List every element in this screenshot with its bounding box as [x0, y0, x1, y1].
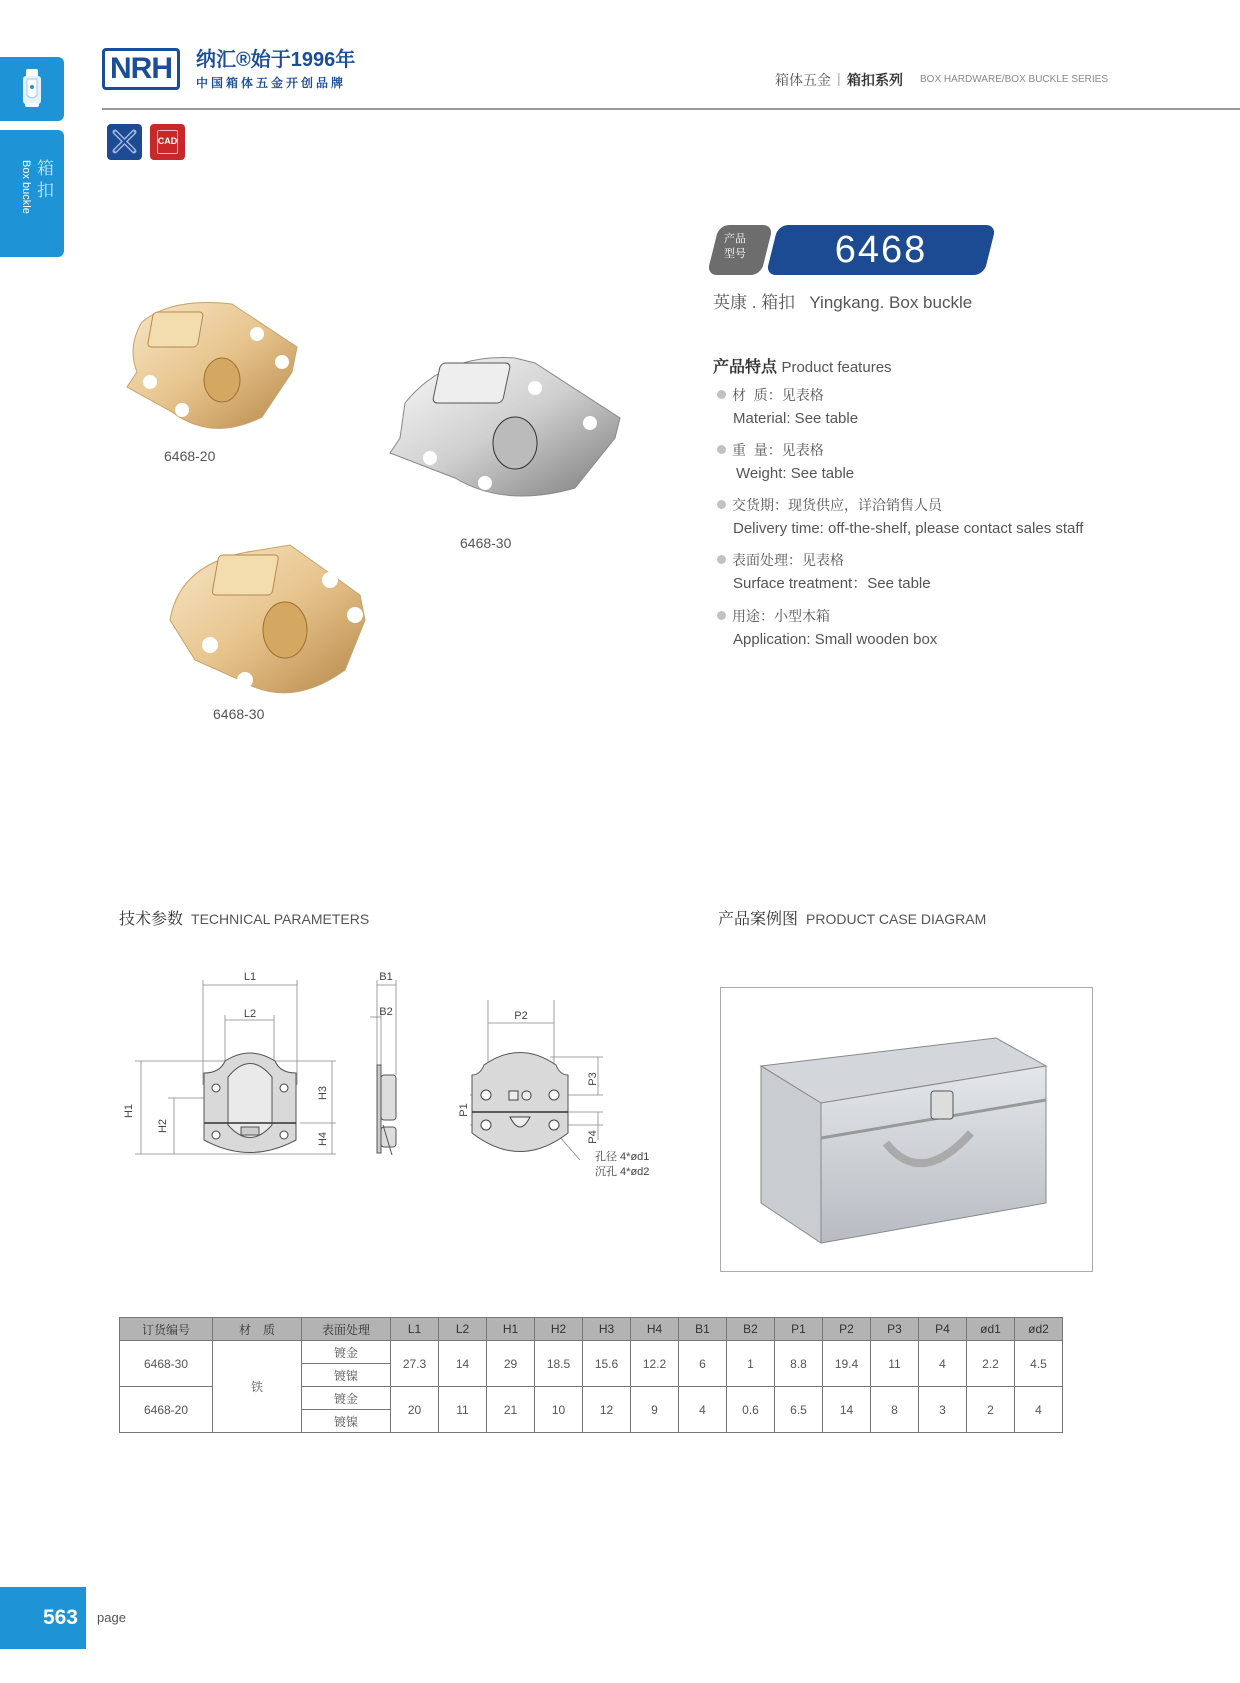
- svg-text:孔径 4*ød1: 孔径 4*ød1: [595, 1151, 650, 1163]
- case-diagram-title: 产品案例图 PRODUCT CASE DIAGRAM: [718, 911, 987, 928]
- svg-text:P2: P2: [514, 1010, 528, 1022]
- svg-text:P3: P3: [587, 1072, 599, 1086]
- feature-weight: 重 量：见表格 Weight: See table: [717, 438, 854, 486]
- design-tools-icon[interactable]: [107, 124, 142, 160]
- product-subtitle: 英康 . 箱扣 Yingkang. Box buckle: [713, 293, 973, 312]
- buckle-icon: [20, 67, 44, 111]
- table-row: 6468-30 铁 镀金 27.3 14 29 18.5 15.6 12.2 6 1 8.8 19.4 11 4 2.2 4.5: [120, 1341, 1063, 1364]
- product-image-6468-30-gold: [150, 520, 390, 700]
- feature-delivery: 交货期：现货供应，详洽销售人员 Delivery time: off-the-shelf, please contact sales staff: [717, 493, 1083, 541]
- svg-text:P1: P1: [458, 1103, 470, 1117]
- sidebar-home-tab[interactable]: [0, 57, 64, 121]
- svg-text:B1: B1: [379, 971, 393, 983]
- svg-text:H1: H1: [123, 1103, 135, 1119]
- sidebar-category-cn: 箱扣: [37, 159, 54, 200]
- spec-table-header: 订货编号 材 质 表面处理 L1 L2 H1 H2 H3 H4 B1 B2 P1 P2 P3 P4 ød1 ød2: [120, 1318, 1063, 1341]
- svg-text:H4: H4: [317, 1131, 329, 1147]
- breadcrumb-box-buckle[interactable]: 箱扣系列: [847, 72, 903, 88]
- sidebar-category-tab[interactable]: [0, 130, 64, 257]
- spec-table: [119, 1317, 1063, 1433]
- feature-surface: 表面处理：见表格 Surface treatment：See table: [717, 548, 931, 596]
- cad-file-icon[interactable]: CAD: [150, 124, 185, 160]
- product-label-1: 6468-20: [164, 448, 216, 464]
- product-label-3: 6468-30: [213, 706, 265, 722]
- model-number: 6468: [834, 229, 928, 271]
- breadcrumb-en: BOX HARDWARE/BOX BUCKLE SERIES: [920, 74, 1109, 85]
- page-label: page: [97, 1610, 126, 1625]
- product-image-6468-20-gold: [112, 292, 312, 442]
- model-tag-text: 产品 型号: [724, 233, 746, 260]
- svg-text:H3: H3: [317, 1085, 329, 1101]
- page-number: 563: [0, 1587, 86, 1649]
- svg-text:P4: P4: [587, 1130, 599, 1144]
- aluminum-case-image: [721, 988, 1091, 1270]
- technical-drawing: [110, 965, 690, 1185]
- svg-text:H2: H2: [157, 1118, 169, 1134]
- table-row: 镀镍: [120, 1410, 1063, 1433]
- feature-material: 材 质：见表格 Material: See table: [717, 383, 858, 431]
- brand-line-2: 中国箱体五金开创品牌: [196, 76, 347, 90]
- svg-text:L2: L2: [243, 1008, 257, 1020]
- nrh-logo: NRH: [102, 48, 180, 90]
- breadcrumb-box-hardware[interactable]: 箱体五金: [775, 72, 831, 88]
- technical-title: 技术参数 TECHNICAL PARAMETERS: [119, 911, 370, 928]
- brand-line-1: 纳汇®始于1996年: [196, 49, 356, 71]
- svg-text:L1: L1: [243, 971, 257, 983]
- features-title: 产品特点 Product features: [713, 359, 892, 376]
- case-diagram-frame: [720, 987, 1093, 1272]
- breadcrumb-separator: |: [837, 70, 841, 86]
- svg-text:B2: B2: [379, 1006, 393, 1018]
- feature-application: 用途：小型木箱 Application: Small wooden box: [717, 604, 937, 652]
- product-label-2: 6468-30: [460, 535, 512, 551]
- sidebar-category-en: Box buckle: [20, 160, 32, 214]
- product-image-6468-30-nickel: [375, 343, 625, 503]
- header-divider: [102, 108, 1240, 110]
- svg-text:沉孔 4*ød2: 沉孔 4*ød2: [595, 1166, 650, 1178]
- table-row: 镀镍: [120, 1364, 1063, 1387]
- table-row: 6468-20 镀金 20 11 21 10 12 9 4 0.6 6.5 14 8 3 2 4: [120, 1387, 1063, 1410]
